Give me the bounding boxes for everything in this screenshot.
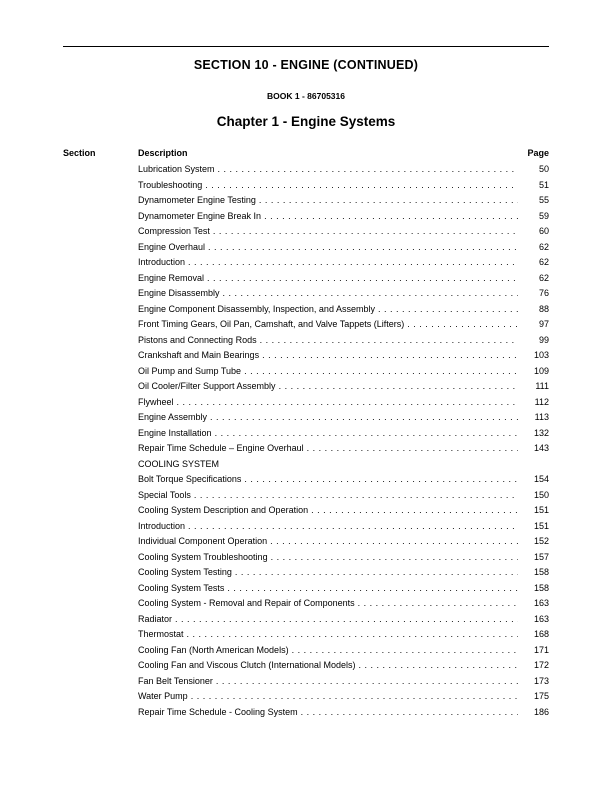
entry-label: Oil Cooler/Filter Support Assembly bbox=[138, 381, 276, 391]
toc-entry bbox=[63, 674, 549, 690]
entry-page: 97 bbox=[538, 319, 549, 329]
entry-page: 59 bbox=[538, 210, 549, 221]
entry-label: Radiator bbox=[138, 613, 173, 624]
entry-page: 171 bbox=[533, 644, 549, 655]
entry-page: 113 bbox=[534, 412, 549, 422]
column-header-description: Description bbox=[138, 148, 188, 158]
toc-entry bbox=[63, 503, 549, 519]
entry-label: Compression Test bbox=[138, 226, 210, 236]
entry-page: 62 bbox=[538, 272, 549, 283]
entry-label: Special Tools bbox=[138, 489, 191, 500]
entry-page: 99 bbox=[538, 334, 549, 345]
entry-page: 158 bbox=[533, 582, 549, 593]
toc-entry bbox=[63, 255, 549, 271]
entry-page: 62 bbox=[538, 241, 549, 252]
dot-leader bbox=[223, 286, 518, 302]
dot-leader bbox=[188, 255, 518, 271]
entry-page: 151 bbox=[533, 505, 549, 515]
toc-entry bbox=[63, 472, 549, 488]
entry-page: 186 bbox=[533, 706, 549, 717]
entry-page: 112 bbox=[534, 396, 549, 407]
entry-label: COOLING SYSTEM bbox=[138, 458, 220, 469]
entry-page: 88 bbox=[538, 303, 549, 314]
entry-label: Individual Component Operation bbox=[138, 536, 268, 546]
entry-label: Cooling System Tests bbox=[138, 582, 225, 593]
toc-entry bbox=[63, 224, 549, 240]
header-rule bbox=[63, 46, 549, 47]
toc-entry bbox=[63, 395, 549, 411]
entry-label: Lubrication System bbox=[138, 164, 215, 174]
toc-entry bbox=[63, 271, 549, 287]
dot-leader bbox=[264, 209, 518, 225]
toc-entry bbox=[63, 534, 549, 550]
toc-entry bbox=[63, 162, 549, 178]
entry-label: Repair Time Schedule - Cooling System bbox=[138, 706, 298, 717]
toc-entry bbox=[63, 565, 549, 581]
toc-entry bbox=[63, 581, 549, 597]
toc-entry bbox=[63, 596, 549, 612]
entry-label: Dynamometer Engine Break In bbox=[138, 210, 262, 221]
toc-entry bbox=[63, 348, 549, 364]
entry-page: 111 bbox=[535, 381, 549, 391]
toc-entry bbox=[63, 379, 549, 395]
dot-leader bbox=[378, 302, 518, 318]
entry-label: Fan Belt Tensioner bbox=[138, 675, 213, 686]
entry-label: Flywheel bbox=[138, 396, 174, 407]
dot-leader bbox=[210, 410, 518, 426]
column-header-page: Page bbox=[527, 148, 549, 158]
toc-entry bbox=[63, 550, 549, 566]
dot-leader bbox=[358, 658, 518, 674]
entry-label: Crankshaft and Main Bearings bbox=[138, 350, 260, 360]
entry-label: Introduction bbox=[138, 520, 186, 531]
entry-page: 168 bbox=[533, 629, 549, 639]
toc-entry bbox=[63, 302, 549, 318]
toc-entry bbox=[63, 333, 549, 349]
entry-page: 154 bbox=[533, 474, 549, 484]
entry-label: Engine Installation bbox=[138, 427, 212, 438]
entry-label: Cooling Fan and Viscous Clutch (International Models) bbox=[138, 660, 356, 670]
dot-leader bbox=[227, 581, 518, 597]
entry-page: 50 bbox=[538, 164, 549, 174]
dot-leader bbox=[208, 240, 518, 256]
dot-leader bbox=[358, 596, 518, 612]
entry-page: 150 bbox=[533, 489, 549, 500]
entry-page: 151 bbox=[533, 520, 549, 531]
entry-label: Bolt Torque Specifications bbox=[138, 474, 242, 484]
toc-entry bbox=[63, 627, 549, 643]
entry-page: 173 bbox=[533, 675, 549, 686]
toc-entry bbox=[63, 317, 549, 333]
toc-entry bbox=[63, 488, 549, 504]
entry-label: Cooling System Testing bbox=[138, 567, 232, 577]
entry-page: 76 bbox=[538, 288, 549, 298]
dot-leader bbox=[216, 674, 518, 690]
dot-leader bbox=[271, 550, 518, 566]
toc-entry bbox=[63, 193, 549, 209]
toc-column-headers bbox=[63, 148, 549, 158]
toc-entry bbox=[63, 658, 549, 674]
dot-leader bbox=[301, 705, 518, 721]
entry-page: 163 bbox=[533, 598, 549, 608]
dot-leader bbox=[175, 612, 518, 628]
entry-label: Cooling System - Removal and Repair of Components bbox=[138, 598, 355, 608]
toc-entry bbox=[63, 286, 549, 302]
entry-label: Repair Time Schedule – Engine Overhaul bbox=[138, 443, 304, 453]
entry-label: Engine Assembly bbox=[138, 412, 208, 422]
dot-leader bbox=[177, 395, 518, 411]
toc-entry bbox=[63, 441, 549, 457]
toc-entry bbox=[63, 519, 549, 535]
dot-leader bbox=[292, 643, 518, 659]
toc-entry bbox=[63, 457, 549, 473]
toc-list bbox=[63, 162, 549, 720]
chapter-title: Chapter 1 - Engine Systems bbox=[216, 114, 396, 129]
entry-label: Cooling System Troubleshooting bbox=[138, 551, 268, 562]
entry-label: Engine Removal bbox=[138, 272, 205, 283]
toc-entry bbox=[63, 705, 549, 721]
dot-leader bbox=[215, 426, 518, 442]
entry-page: 103 bbox=[533, 350, 549, 360]
dot-leader bbox=[235, 565, 518, 581]
book-number: BOOK 1 - 86705316 bbox=[267, 91, 345, 101]
entry-label: Pistons and Connecting Rods bbox=[138, 334, 257, 345]
dot-leader bbox=[244, 364, 518, 380]
dot-leader bbox=[213, 224, 518, 240]
dot-leader bbox=[218, 162, 518, 178]
entry-page: 55 bbox=[538, 195, 549, 205]
toc-entry bbox=[63, 410, 549, 426]
dot-leader bbox=[407, 317, 518, 333]
entry-page: 172 bbox=[533, 660, 549, 670]
toc-entry bbox=[63, 364, 549, 380]
entry-label: Troubleshooting bbox=[138, 179, 203, 190]
dot-leader bbox=[259, 193, 518, 209]
dot-leader bbox=[311, 503, 518, 519]
entry-page: 163 bbox=[533, 613, 549, 624]
entry-page: 175 bbox=[533, 691, 549, 701]
dot-leader bbox=[262, 348, 518, 364]
entry-label: Thermostat bbox=[138, 629, 184, 639]
entry-page: 62 bbox=[538, 257, 549, 267]
entry-label: Introduction bbox=[138, 257, 186, 267]
dot-leader bbox=[307, 441, 518, 457]
entry-page: 143 bbox=[533, 443, 549, 453]
toc-entry bbox=[63, 209, 549, 225]
section-title: SECTION 10 - ENGINE (CONTINUED) bbox=[193, 58, 419, 72]
entry-label: Engine Overhaul bbox=[138, 241, 206, 252]
dot-leader bbox=[207, 271, 518, 287]
column-header-section: Section bbox=[63, 148, 96, 158]
entry-label: Cooling Fan (North American Models) bbox=[138, 644, 289, 655]
entry-page: 51 bbox=[538, 179, 549, 190]
dot-leader bbox=[205, 178, 518, 194]
dot-leader bbox=[270, 534, 518, 550]
entry-label: Dynamometer Engine Testing bbox=[138, 195, 256, 205]
entry-page: 152 bbox=[533, 536, 549, 546]
dot-leader bbox=[191, 689, 518, 705]
entry-page: 157 bbox=[533, 551, 549, 562]
toc-entry bbox=[63, 643, 549, 659]
entry-page: 60 bbox=[538, 226, 549, 236]
entry-label: Oil Pump and Sump Tube bbox=[138, 365, 242, 376]
toc-entry bbox=[63, 689, 549, 705]
toc-entry bbox=[63, 612, 549, 628]
entry-page: 132 bbox=[533, 427, 549, 438]
dot-leader bbox=[260, 333, 518, 349]
toc-entry bbox=[63, 178, 549, 194]
entry-label: Engine Component Disassembly, Inspection, and Assembly bbox=[138, 303, 375, 314]
entry-page: 158 bbox=[533, 567, 549, 577]
entry-label: Water Pump bbox=[138, 691, 188, 701]
toc-entry bbox=[63, 426, 549, 442]
entry-label: Engine Disassembly bbox=[138, 288, 220, 298]
entry-page: 109 bbox=[533, 365, 549, 376]
dot-leader bbox=[188, 519, 518, 535]
dot-leader bbox=[244, 472, 518, 488]
toc-entry bbox=[63, 240, 549, 256]
dot-leader bbox=[279, 379, 518, 395]
dot-leader bbox=[194, 488, 518, 504]
entry-label: Cooling System Description and Operation bbox=[138, 505, 309, 515]
dot-leader bbox=[187, 627, 518, 643]
entry-label: Front Timing Gears, Oil Pan, Camshaft, and Valve Tappets (Lifters) bbox=[138, 319, 405, 329]
